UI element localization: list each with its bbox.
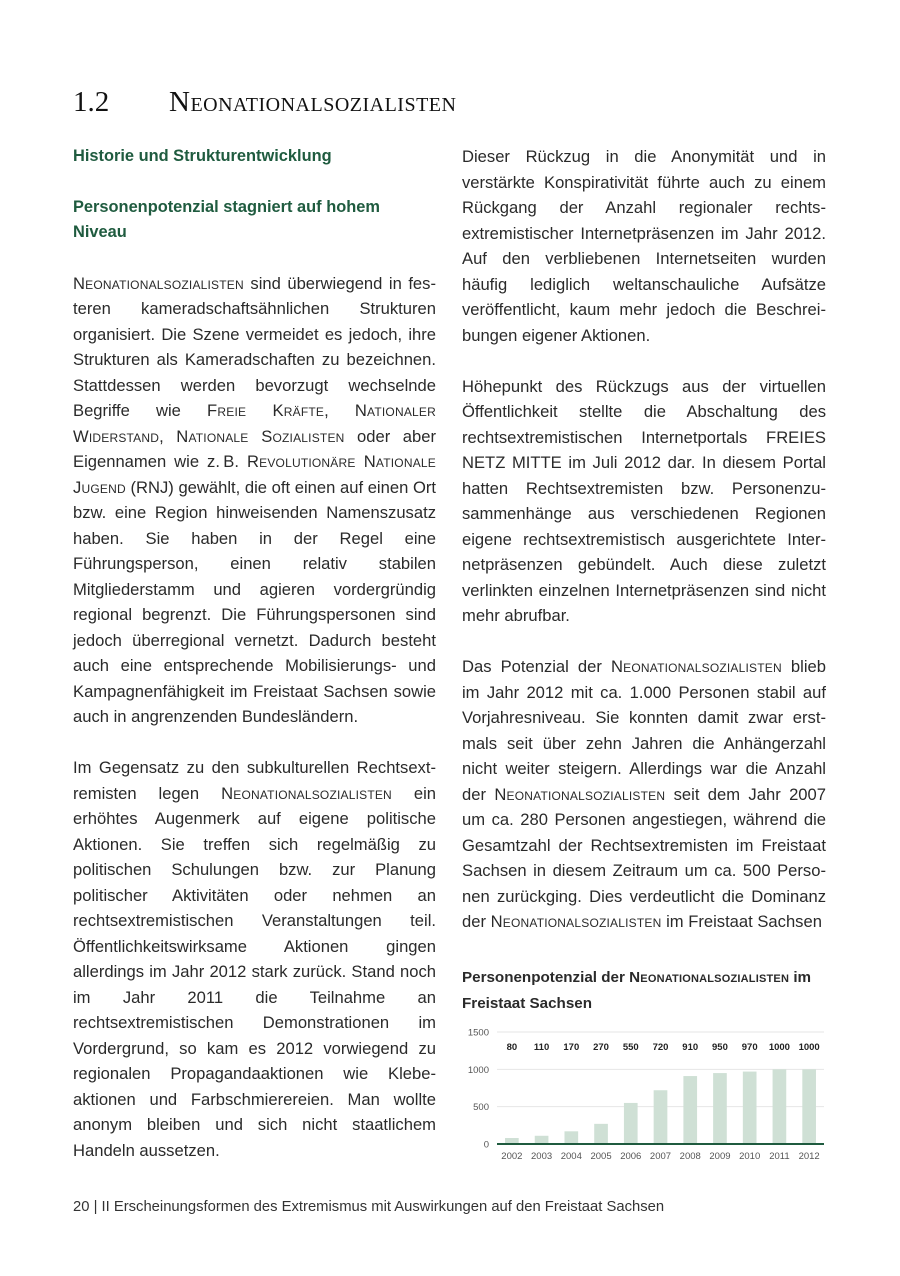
paragraph-anonymity: Dieser Rückzug in die Anonymität und in verstärkte Konspirativität führte auch zu einem Rückgang der Anzahl regionaler rechtsextremistischer Internetpräsenzen im Jahr 2012. Auf den verbliebenen Internetseiten wurden häufig lediglich weltanschauliche Aufsätze veröffentlicht, kaum mehr jedoch die Beschreibungen eigener Aktionen. [462, 147, 826, 345]
x-tick-label: 2010 [739, 1151, 761, 1162]
x-tick-label: 2002 [501, 1151, 523, 1162]
bar [654, 1090, 668, 1144]
bar-value-label: 1000 [798, 1042, 820, 1053]
paragraph-portal: Höhepunkt des Rückzugs aus der virtuellen Öffentlichkeit stellte die Abschaltung des rechtsextremistischen Internetportals FREIES NETZ MITTE im Juli 2012 dar. In diesem Portal hatten Rechtsextremisten bzw. Personenzusammenhänge aus verschiedenen Regionen eigene rechtsextremistisch ausgerichtete Internetpräsenzen gebündelt. Auch diese zuletzt verlinkten einzelnen Internetpräsenzen sind nicht mehr abrufbar. [462, 376, 826, 625]
bar-chart [462, 1023, 826, 1193]
right-column [462, 144, 826, 960]
chart-title-text: im Freistaat Sachsen [462, 969, 812, 1012]
bar-value-label: 910 [682, 1042, 699, 1053]
subheading-history: Historie und Strukturentwicklung [73, 147, 332, 165]
text-run: ein erhöhtes Augenmerk auf eigene politische Aktionen. Sie treffen sich regelmäßig zu politischen Schulungen bzw. zur Planung politischer Aktivitäten oder nehmen an rechtsextremistischen Veranstaltungen teil. Öffentlichkeitswirksame Aktionen gingen allerdings im Jahr 2012 stark zurück. Stand noch im Jahr 2011 die Teilnahme an rechtsextremistischen Demonstrationen im Vordergrund, so kam es 2012 vorwiegend zu regionalen Propagandaaktionen wie Klebeaktionen und Farbschmierereien. Man wollte anonym bleiben und sich nicht staatlichem Handeln aussetzen. [73, 783, 436, 1160]
chart-title-term: Neonationalsozialisten [629, 969, 790, 986]
x-tick-label: 2011 [769, 1151, 790, 1162]
text-run: , [324, 401, 355, 420]
term-nationaler-widerstand: Nationaler Widerstand [73, 401, 436, 446]
x-tick-label: 2004 [560, 1151, 582, 1162]
text-run: (RNJ) gewählt, die oft einen auf einen Ort bzw. eine Region hinweisenden Namenszusatz haben. Sie haben in der Regel eine Führungsperson, einen relativ stabilen Mitgliederstamm und agieren vordergründig regional begrenzt. Die Führungspersonen sind jedoch überregional vernetzt. Dadurch besteht auch eine entsprechende Mobilisierungs- und Kampagnenfähigkeit im Freistaat Sachsen sowie auch in angrenzenden Bundesländern. [73, 477, 436, 726]
text-run: seit dem Jahr 2007 um ca. 280 Personen angestiegen, während die Gesamtzahl der Rechtsextremisten im Freistaat Sachsen in diesem Zeitraum um ca. 500 Personen zurückging. Dies verdeutlicht die Dominanz der [462, 784, 826, 931]
x-tick-label: 2005 [590, 1151, 612, 1162]
bar-value-label: 970 [741, 1042, 758, 1053]
left-column [73, 144, 436, 1189]
text-run: Das Potenzial der [462, 657, 611, 676]
bar-value-label: 110 [533, 1042, 550, 1053]
term-neonazis: Neonationalsozialisten [610, 657, 782, 676]
x-tick-label: 2009 [709, 1151, 731, 1162]
text-run: , [159, 426, 177, 446]
subheading-potential: Personenpotenzial stagniert auf hohem Niveau [73, 197, 380, 241]
x-tick-label: 2006 [620, 1151, 642, 1162]
term-freie-kraefte: Freie Kräfte [207, 401, 325, 420]
y-tick-label: 0 [483, 1139, 489, 1151]
term-rnj: Revolutionäre Nationale Jugend [73, 452, 436, 497]
term-neonazis: Neonationalsozialisten [73, 273, 244, 293]
bar-value-label: 80 [506, 1042, 518, 1053]
bar [535, 1136, 549, 1144]
bar [564, 1131, 578, 1144]
y-tick-label: 1500 [467, 1027, 489, 1039]
text-run: Im Gegensatz zu den subkulturellen Rechtsextremisten legen [73, 758, 436, 803]
section-number: 1.2 [73, 86, 110, 118]
x-tick-label: 2003 [531, 1151, 553, 1162]
term-neonazis: Neonationalsozialisten [494, 784, 666, 804]
bar-value-label: 170 [563, 1042, 580, 1053]
text-run: oder aber Eigennamen wie z. B. [73, 426, 436, 471]
section-title: Neonationalsozialisten [169, 86, 457, 118]
bar [713, 1073, 727, 1144]
bar-value-label: 950 [712, 1042, 728, 1053]
bar [624, 1103, 638, 1144]
chart-title-text: Personenpotenzial der [462, 969, 630, 986]
text-run: blieb im Jahr 2012 mit ca. 1.000 Personen stabil auf Vorjahresniveau. Sie konnten damit zwar erstmals seit über zehn Jahren die Anhängerzahl nicht weiter steigern. Allerdings war die Anzahl der [462, 657, 826, 804]
bar [743, 1072, 757, 1144]
term-neonazis: Neonationalsozialisten [490, 912, 662, 931]
bar-value-label: 720 [652, 1042, 669, 1053]
text-run: im Freistaat Sachsen [661, 912, 822, 931]
bar [773, 1069, 787, 1144]
paragraph-structures [73, 271, 436, 730]
term-neonazis: Neonationalsozialisten [221, 783, 392, 803]
chart-block [462, 965, 826, 1193]
y-tick-label: 500 [473, 1102, 489, 1114]
x-tick-label: 2007 [649, 1151, 672, 1162]
bar [802, 1069, 816, 1144]
bar [683, 1076, 697, 1144]
paragraph-actions [73, 755, 436, 1163]
bar-value-label: 270 [593, 1042, 609, 1053]
x-tick-label: 2008 [679, 1151, 701, 1162]
section-heading [73, 86, 833, 119]
page-footer: 20 | II Erscheinungsformen des Extremismus mit Auswirkungen auf den Freistaat Sachsen [73, 1199, 665, 1215]
bar [594, 1124, 608, 1144]
x-tick-label: 2012 [798, 1151, 820, 1162]
text-run: sind überwiegend in festeren kameradschaftsähnlichen Strukturen organisiert. Die Szene vermeidet es jedoch, ihre Strukturen als Kameradschaften zu bezeichnen. Stattdessen werden bevorzugt wechselnde Begriffe wie [73, 273, 436, 420]
chart-title [462, 965, 826, 1017]
bar-value-label: 1000 [768, 1042, 790, 1053]
bar-value-label: 550 [622, 1042, 639, 1053]
term-nationale-sozialisten: Nationale Sozialisten [176, 426, 345, 446]
paragraph-potential [462, 654, 826, 935]
y-tick-label: 1000 [467, 1064, 489, 1076]
